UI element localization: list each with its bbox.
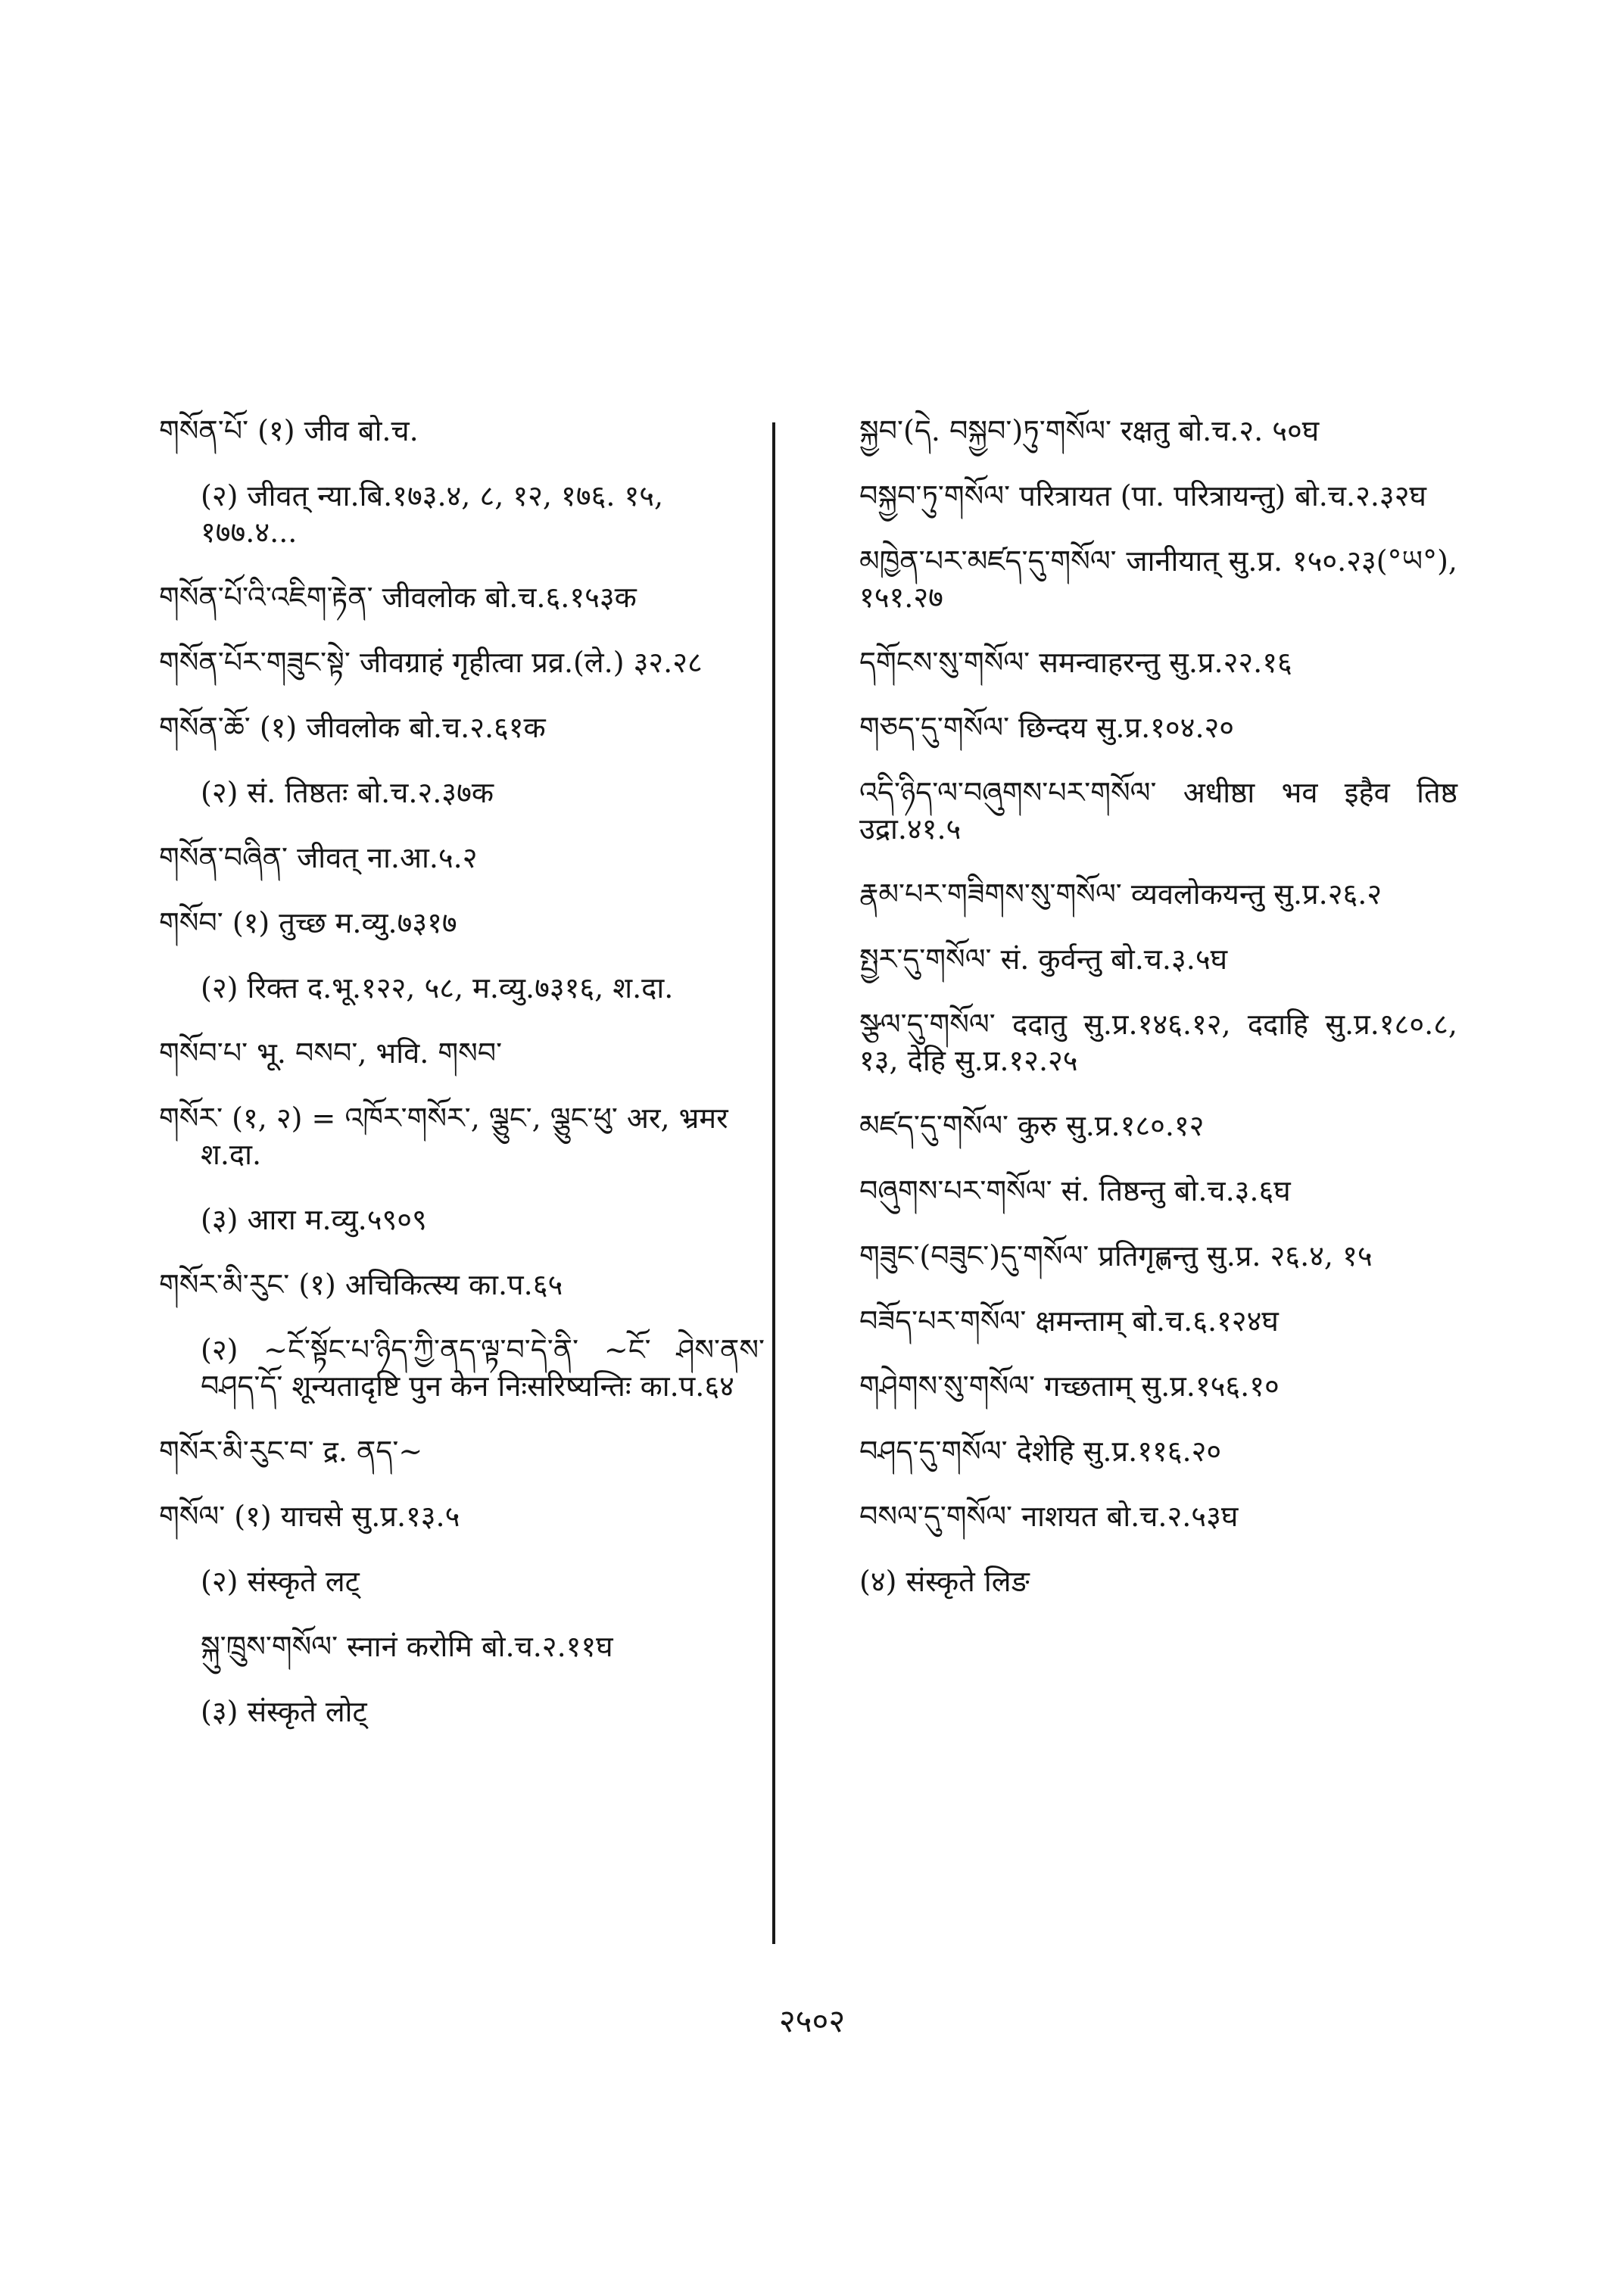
entry: གསོན་པོར་གཟུང་སྟེ་ जीवग्राहं गृहीत्वा प्रव्र.(ले.) ३२.२८ [159,646,703,679]
entry: (२) सं. तिष्ठतः बो.च.२.३७क [201,776,494,809]
entry: སྐུ་ཁྲུས་གསོལ་ स्नानं करोमि बो.च.२.११घ [201,1630,613,1663]
entry: (३) आरा म.व्यु.५९०९ [201,1203,427,1236]
entry: གསོར་མི་རུང་ (१) अचिकित्स्य का.प.६५ [159,1268,563,1301]
entry: གསོན་ཆོ་ (१) जीवलोक बो.च.२.६१क [159,711,546,744]
entry: སྩལ་དུ་གསོལ་ ददातु सु.प्र.१४६.१२, ददाहि सु.प्र.१८०.८, १३, देहि सु.प्र.१२.२५ [859,1008,1457,1077]
entry: གསོན་པོ་འི་འཇིག་རྟེན་ जीवलोक बो.च.६.१५३क [159,581,637,614]
entry: བཤད་དུ་གསོལ་ देशेहि सु.प्र.११६.२० [859,1435,1222,1468]
entry: བཟོད་པར་གསོལ་ क्षमन्ताम् बो.च.६.१२४घ [859,1304,1279,1338]
column-divider [772,422,775,1944]
entry: གཤེགས་སུ་གསོལ་ गच्छताम् सु.प्र.१५६.१० [859,1369,1280,1403]
entry: གསོར་ (१, २) = འཁོར་གསོར་, ལྕུང་, ལྕུང་ཕུ་ अर, भ्रमर श.दा. [159,1101,728,1171]
left-column [159,413,765,1759]
entry: (२) संस्कृते लट् [201,1565,360,1598]
entry: གསོན་པོ་ (१) जीव बो.च. [159,414,419,447]
entry: དགོངས་སུ་གསོལ་ समन्वाहरन्तु सु.प्र.२२.१६ [859,646,1292,679]
entry: (२) रिक्त द.भू.१२२, ५८, म.व्यु.७३१६, श.दा. [201,971,674,1005]
entry: སྤྱར་དུ་གསོལ་ सं. कुर्वन्तु बो.च.३.५घ [859,942,1228,976]
entry: གཅད་དུ་གསོལ་ छिन्दय सु.प्र.१०४.२० [859,711,1235,744]
entry: འདི་ཉིད་ལ་བཞུགས་པར་གསོལ་ अधीष्ठा भव इहैव तिष्ठ उद्रा.४१.५ [859,776,1457,846]
entry: གསོབ་ (१) तुच्छ म.व्यु.७३१७ [159,906,457,939]
entry: བསལ་དུ་གསོལ་ नाशयत बो.च.२.५३घ [859,1500,1239,1533]
page-number: २५०२ [778,2002,846,2039]
entry: (२) जीवत् न्या.बि.१७३.४, ८, १२, १७६. १५, १७७.४... [201,479,664,549]
entry: མཛད་དུ་གསོལ་ कुरु सु.प्र.१८०.१२ [859,1109,1205,1142]
entry: བཞུགས་པར་གསོལ་ सं. तिष्ठन्तु बो.च.३.६घ [859,1174,1291,1207]
entry: སྐྱབ་(དེ. བསྐྱབ་)ཏུ་གསོལ་ रक्षतु बो.च.२. ५०घ [859,414,1320,447]
entry: གསོན་བཞིན་ जीवत् ना.आ.५.२ [159,841,478,874]
entry: གསོལ་ (१) याचसे सु.प्र.१३.५ [159,1500,460,1533]
entry: (४) संस्कृते लिङ [859,1565,1030,1598]
entry: རྣམ་པར་གཟིགས་སུ་གསོལ་ व्यवलोकयन्तु सु.प्र.२६.२ [859,877,1382,911]
entry: (२) ~ངོ་སྟོང་པ་ཉིད་ཀྱི་ནད་ལྟ་བ་དེ་ནི་ ~ངོ་ ཤེས་ནས་བཤད་དོ་ शून्यतादृष्टि पुन केन निःसरिष्यन्तिः का.प.६४ [201,1333,765,1403]
entry: གཟུང་(བཟུང་)དུ་གསོལ་ प्रतिगृह्णन्तु सु.प्र. २६.४, १५ [859,1239,1373,1273]
right-column [859,413,1457,1628]
entry: གསོར་མི་རུང་བ་ द्र. ནད་~ [159,1435,423,1468]
entry: མཁྱེན་པར་མཛད་དུ་གསོལ་ जानीयात् सु.प्र. १५०.२३(°ཡ°), १५१.२७ [859,544,1457,614]
entry: གསོབ་པ་ भू. བསབ་, भवि. གསབ་ [159,1036,503,1070]
entry: (३) संस्कृते लोट् [201,1695,367,1728]
entry: བསྐྱབ་ཏུ་གསོལ་ परित्रायत (पा. परित्रायन्तु) बो.च.२.३२घ [859,479,1426,512]
